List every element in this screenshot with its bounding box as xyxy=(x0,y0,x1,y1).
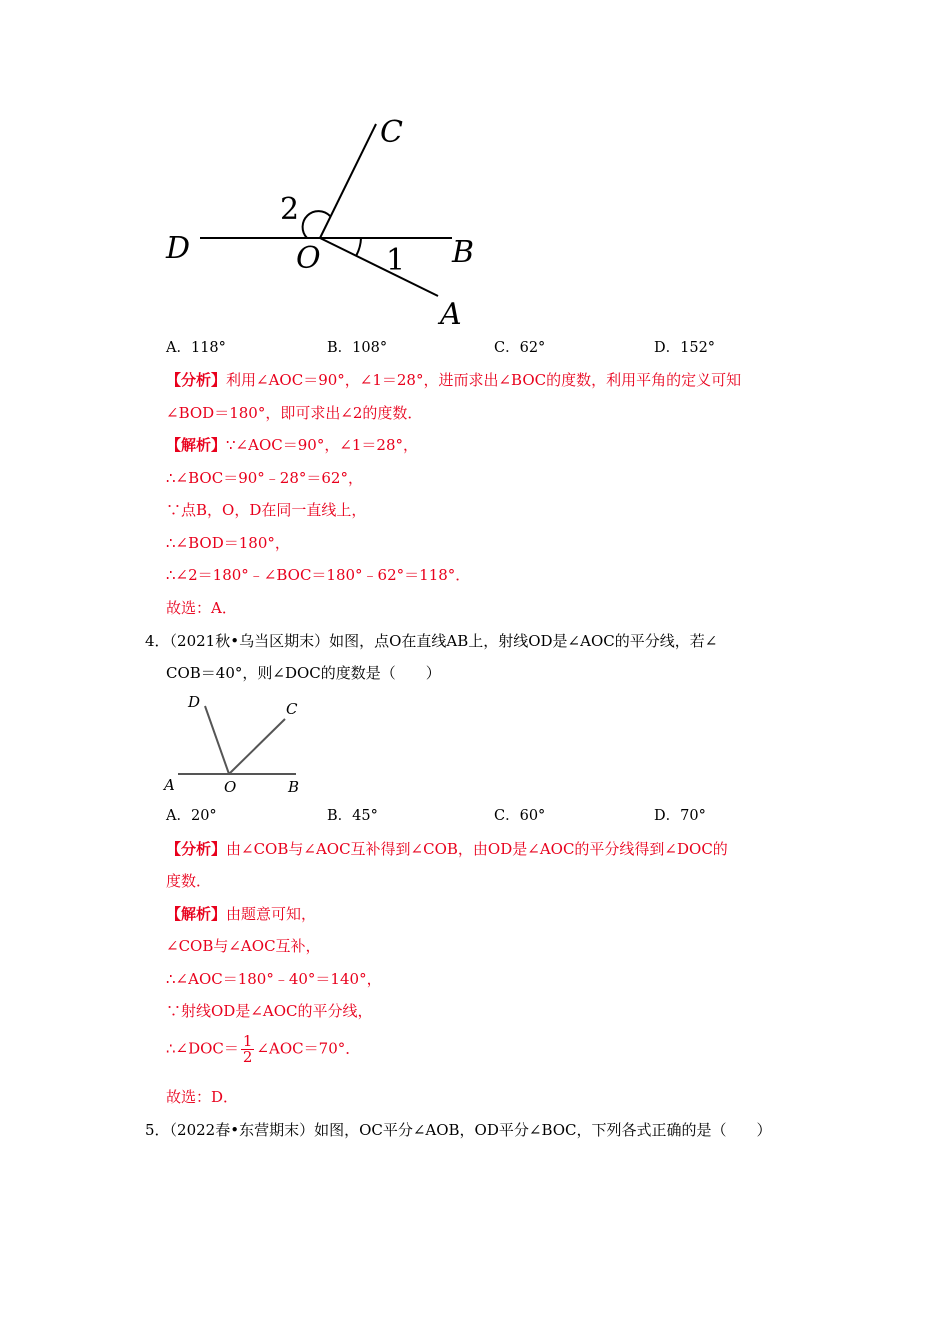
label-d: D xyxy=(188,693,201,711)
q4-solution-line-3: ∴∠AOC＝180°﹣40°＝140°， xyxy=(166,970,382,988)
solution-text: ∵∠AOC＝90°，∠1＝28°， xyxy=(226,436,419,454)
analysis-tag: 【分析】 xyxy=(166,371,227,389)
q4-solution-line-5 xyxy=(166,1034,360,1065)
label-1: 1 xyxy=(386,243,406,278)
q4-solution-line-4: ∵射线OD是∠AOC的平分线， xyxy=(166,1002,373,1020)
q3-option-b: B．108° xyxy=(327,340,388,356)
q4-analysis-line-2: 度数． xyxy=(166,872,212,890)
solution-text: 由题意可知， xyxy=(226,905,317,923)
label-a: A xyxy=(164,776,175,794)
label-o: O xyxy=(224,778,237,796)
solution-tag: 【解析】 xyxy=(166,436,227,454)
q3-option-d: D．152° xyxy=(654,340,716,356)
label-b: B xyxy=(288,778,300,796)
ray-oc xyxy=(320,124,376,238)
q4-option-b: B．45° xyxy=(327,808,378,824)
ray-od xyxy=(205,706,229,774)
fraction-one-half xyxy=(241,1034,255,1065)
fraction-denominator: 2 xyxy=(242,1048,253,1066)
q4-option-c: C．60° xyxy=(494,808,546,824)
q3-analysis-line-2: ∠BOD＝180°，即可求出∠2的度数． xyxy=(166,404,423,422)
arc-angle-1 xyxy=(356,238,361,256)
equation-end: ∠AOC＝70°． xyxy=(256,1039,361,1058)
q3-option-a: A．118° xyxy=(166,340,226,356)
analysis-text: 利用∠AOC＝90°，∠1＝28°，进而求出∠BOC的度数，利用平角的定义可知 xyxy=(226,371,742,389)
label-2: 2 xyxy=(280,192,300,227)
q3-solution-line-2: ∴∠BOC＝90°﹣28°＝62°， xyxy=(166,469,363,487)
q4-option-a: A．20° xyxy=(166,808,217,824)
figure-angles-2 xyxy=(160,688,310,798)
q3-solution-line-1 xyxy=(166,435,418,455)
q3-option-c: C．62° xyxy=(494,340,546,356)
label-b: B xyxy=(452,235,475,270)
q4-analysis-line-1 xyxy=(166,839,728,859)
solution-tag: 【解析】 xyxy=(166,905,227,923)
figure-angles-1 xyxy=(160,110,500,335)
q3-solution-line-3: ∵点B，O，D在同一直线上， xyxy=(166,501,367,519)
q3-solution-line-5: ∴∠2＝180°﹣∠BOC＝180°﹣62°＝118°． xyxy=(166,566,471,584)
q3-solution-line-4: ∴∠BOD＝180°， xyxy=(166,534,290,552)
q3-answer: 故选：A． xyxy=(166,599,237,617)
label-a: A xyxy=(440,297,462,332)
ray-oa xyxy=(320,238,438,296)
q4-option-d: D．70° xyxy=(654,808,706,824)
q4-stem-line-2: COB＝40°，则∠DOC的度数是（ ） xyxy=(166,664,441,682)
equation-start: ∴∠DOC＝ xyxy=(166,1039,239,1058)
label-o: O xyxy=(296,241,321,276)
q4-answer: 故选：D． xyxy=(166,1088,239,1106)
q4-solution-line-1 xyxy=(166,904,316,924)
q5-stem: 5．（2022春•东营期末）如图，OC平分∠AOB，OD平分∠BOC，下列各式正确的是（ ） xyxy=(145,1121,772,1139)
label-d: D xyxy=(166,231,191,266)
q3-analysis-line-1 xyxy=(166,370,741,390)
analysis-text: 由∠COB与∠AOC互补得到∠COB，由OD是∠AOC的平分线得到∠DOC的 xyxy=(226,840,728,858)
analysis-tag: 【分析】 xyxy=(166,840,227,858)
q4-stem-line-1: 4．（2021秋•乌当区期末）如图，点O在直线AB上，射线OD是∠AOC的平分线，若∠ xyxy=(145,632,718,650)
label-c: C xyxy=(286,700,298,718)
q4-solution-line-2: ∠COB与∠AOC互补， xyxy=(166,937,321,955)
ray-oc xyxy=(229,719,285,774)
fraction-numerator: 1 xyxy=(242,1032,253,1050)
label-c: C xyxy=(380,115,403,150)
